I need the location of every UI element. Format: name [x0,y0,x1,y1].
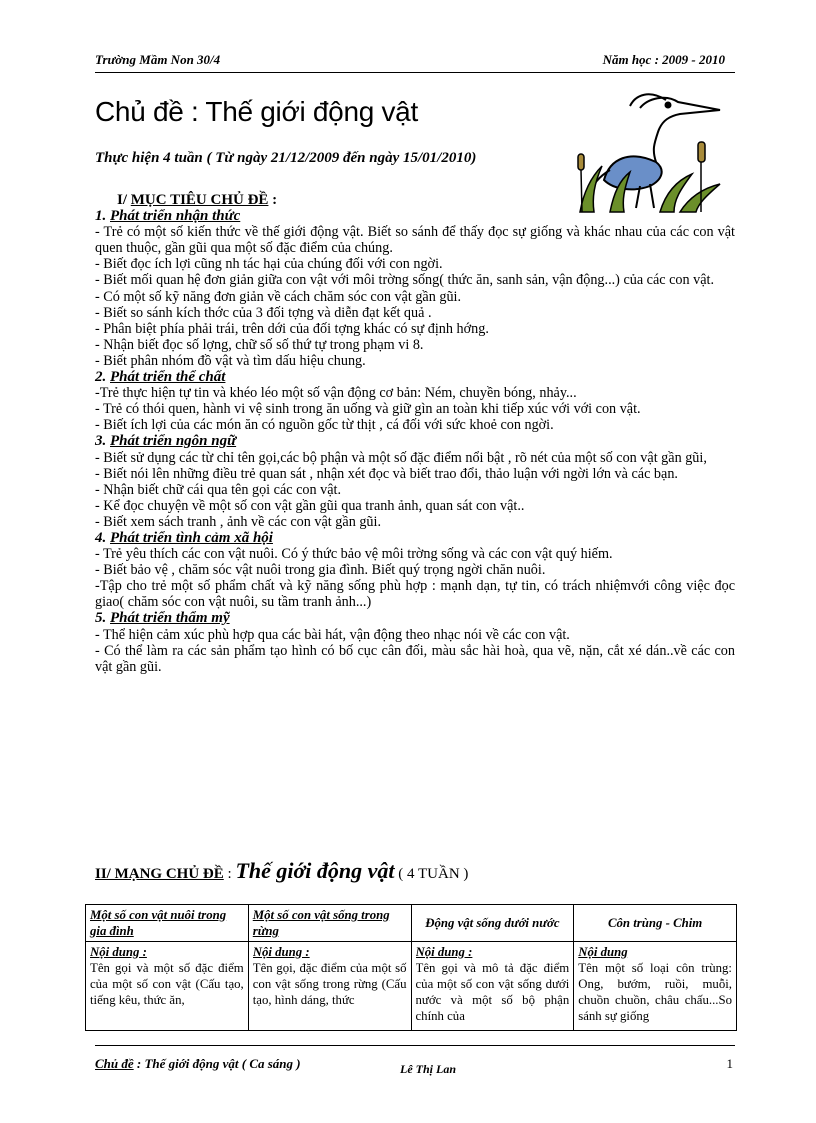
duration-subtitle: Thực hiện 4 tuần ( Từ ngày 21/12/2009 đến ngày 15/01/2010) [95,150,477,166]
content-label: Nội dung : [252,945,310,959]
objective-line: - Biết bảo vệ , chăm sóc vật nuôi trong gia đình. Biết quý trọng ngời chăn nuôi. [95,562,546,579]
content-text: Tên gọi và một số đặc điểm của một số con vật (Cấu tạo, tiếng kêu, thức ăn, [90,961,244,1007]
subsection-number: 5. [95,610,107,627]
topic-network-table [85,904,737,1031]
objective-line: - Biết sử dụng các từ chỉ tên gọi,các bộ phận và một số đặc điểm nổi bật , rõ nét của một số con vật gần gũi, [95,449,707,466]
subsection-heading-3 [95,433,735,449]
objective-line: - Trẻ có một số kiến thức về thế giới động vật. Biết so sánh để thấy đọc sự giống và khác nhau của các con vật quen thuộc, gần gũi qua một số đặc điểm của chúng. [95,224,735,257]
content-text: Tên gọi và mô tả đặc điểm của một số con vật sống dưới nước và một số bộ phận chính của [415,961,570,1023]
subsection-title: Phát triển tình cảm xã hội [110,529,273,546]
subsection-heading-2 [95,369,735,385]
subsection-heading-1 [95,208,735,224]
footer-topic-label: Chủ đề [95,1056,134,1071]
objective-line: - Nhận biết đọc số lợng, chữ số số thứ tự trong phạm vi 8. [95,336,424,353]
objective-line: - Trẻ yêu thích các con vật nuôi. Có ý thức bảo vệ môi trờng sống và các con vật quý hiếm. [95,546,613,563]
section-1-label: MỤC TIÊU CHỦ ĐỀ [130,192,269,208]
objective-line: -Tập cho trẻ một số phẩm chất và kỹ năng sống phù hợp : mạnh dạn, tự tin, có trách nhiệmvới công việc đọc giao( chăm sóc con vật nuôi, su tầm tranh ảnh...) [95,578,735,611]
table-cell [574,942,737,1031]
objective-line: - Trẻ có thói quen, hành vi vệ sinh trong ăn uống và giữ gìn an toàn khi tiếp xúc với với con vật. [95,401,641,418]
objectives-section [95,192,735,675]
objective-line: - Biết nói lên những điều trẻ quan sát , nhận xét đọc và biết trao đổi, thảo luận với ngời lớn và các bạn. [95,465,678,482]
objective-line: - Biết mối quan hệ đơn giản giữa con vật với môi trờng sống( thức ăn, sanh sản, vận động...) của các con vật. [95,272,715,289]
objective-line: -Trẻ thực hiện tự tin và khéo léo một số vận động cơ bản: Ném, chuyền bóng, nhảy... [95,385,577,402]
section-1-heading [95,192,735,208]
subsection-number: 1. [95,208,107,225]
subsection-title: Phát triển thể chất [110,369,226,386]
objective-line: - Có thể làm ra các sản phẩm tạo hình có bố cục cân đối, màu sắc hài hoà, qua vẽ, nặn, cắt xé dán..về các con vật gần gũi. [95,642,735,675]
footer-topic [95,1056,301,1072]
section-2-weeks: ( 4 TUẦN ) [394,866,469,882]
subsection-number: 2. [95,369,107,386]
section-2-label: II/ MẠNG CHỦ ĐỀ [95,866,224,882]
objective-line: - Biết phân nhóm đồ vật và tìm dấu hiệu chung. [95,352,366,369]
subsection-heading-4 [95,530,735,546]
content-text: Tên một số loại côn trùng: Ong, bướm, ruồi, muỗi, chuồn chuồn, châu chấu...So sánh sự giống [578,961,732,1023]
content-label: Nội dung : [90,945,147,959]
page-number: 1 [726,1056,733,1071]
objective-line: - Có một số kỹ năng đơn giản về cách chăm sóc con vật gần gũi. [95,288,462,305]
table-cell [411,942,574,1031]
content-label: Nội dung : [415,945,473,959]
objective-line: - Kể đọc chuyện về một số con vật gần gũi qua tranh ảnh, quan sát con vật.. [95,497,525,514]
school-year: Năm học : 2009 - 2010 [602,52,725,67]
section-1-colon: : [272,192,278,208]
objective-line: - Biết so sánh kích thớc của 3 đối tợng và diễn đạt kết quả . [95,304,432,321]
table-header-cell [86,905,249,942]
header-text: Động vật sống dưới nước [425,916,560,930]
footer-author: Lê Thị Lan [400,1062,456,1076]
subsection-title: Phát triển nhận thức [110,208,241,225]
table-cell [248,942,411,1031]
page-header [95,52,735,73]
table-header-cell [574,905,737,942]
objective-line: - Biết ích lợi của các món ăn có nguồn gốc từ thịt , cá đối với sức khoẻ con ngời. [95,417,554,434]
objective-line: - Biết đọc ích lợi cũng nh tác hại của chúng đối với con ngời. [95,256,443,273]
header-text: Côn trùng - Chim [608,916,703,930]
objective-line: - Biết xem sách tranh , ảnh về các con vật gần gũi. [95,513,382,530]
page-title: Chủ đề : Thế giới động vật [95,96,418,127]
section-2-topic: Thế giới động vật [235,858,395,883]
table-header-row [86,905,737,942]
page-footer [95,1045,735,1078]
header-text: Một số con vật sống trong rừng [252,908,390,938]
section-2-heading [95,858,735,884]
table-cell [86,942,249,1031]
section-1-number: I/ [117,192,128,208]
subsection-heading-5 [95,610,735,626]
header-text: Một số con vật nuôi trong gia đình [90,908,227,938]
objective-line: - Phân biệt phía phải trái, trên dới của đối tợng khác có sự định hớng. [95,320,489,337]
subsection-title: Phát triển thẩm mỹ [110,610,230,627]
table-row [86,942,737,1031]
subsection-number: 3. [95,433,107,450]
table-header-cell [248,905,411,942]
school-name: Trường Mầm Non 30/4 [95,52,221,67]
subsection-number: 4. [95,529,107,546]
subsection-title: Phát triển ngôn ngữ [110,433,237,450]
content-label: Nội dung [578,945,628,959]
objective-line: - Nhận biết chữ cái qua tên gọi các con vật. [95,481,342,498]
footer-topic-rest: : Thế giới động vật ( Ca sáng ) [133,1056,301,1071]
section-2-sep: : [223,866,236,882]
objective-line: - Thể hiện cảm xúc phù hợp qua các bài hát, vận động theo nhạc nói về các con vật. [95,626,570,643]
content-text: Tên gọi, đặc điểm của một số con vật sống trong rừng (Cấu tạo, hình dáng, thức [252,961,407,1007]
table-header-cell [411,905,574,942]
